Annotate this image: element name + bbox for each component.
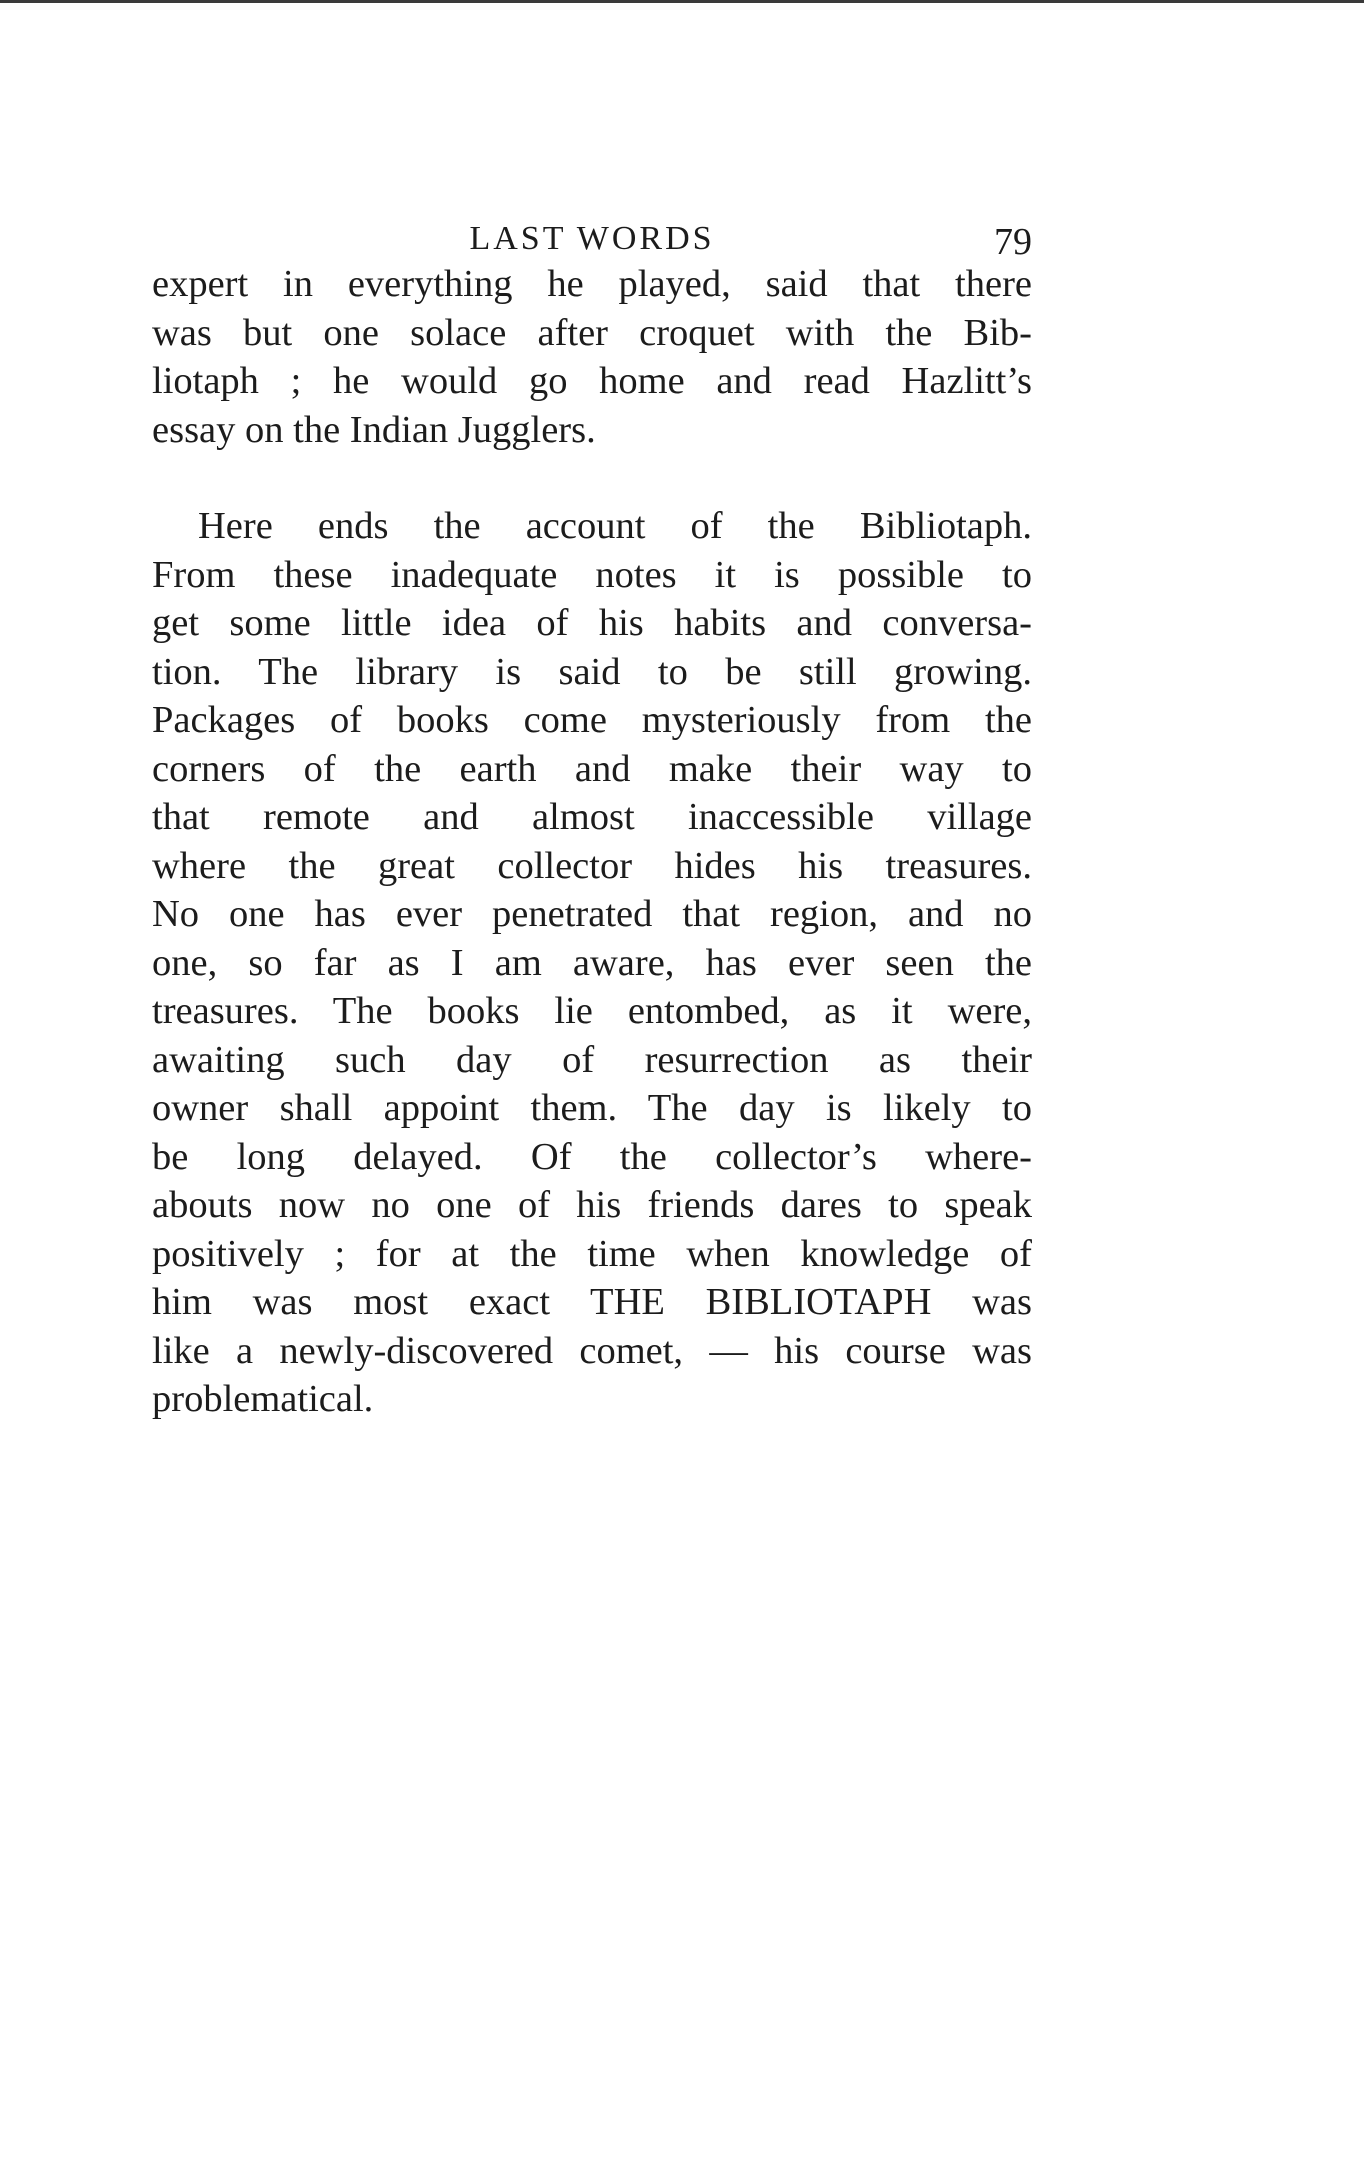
text-line: positively ; for at the time when knowledge of <box>152 1232 1032 1275</box>
text-line: was but one solace after croquet with the Bib- <box>152 311 1032 354</box>
text-line: him was most exact THE BIBLIOTAPH was <box>152 1281 1032 1323</box>
text-line: essay on the Indian Jugglers. <box>152 408 596 451</box>
text-line: Packages of books come mysteriously from the <box>152 699 1032 741</box>
text-line: be long delayed. Of the collector’s where- <box>152 1135 1032 1178</box>
book-page <box>152 200 1032 1424</box>
text-line: treasures. The books lie entombed, as it were, <box>152 990 1032 1032</box>
text-line: that remote and almost inaccessible village <box>152 796 1032 838</box>
text-line: corners of the earth and make their way to <box>152 747 1032 790</box>
paragraph-2 <box>152 502 1032 1424</box>
running-title: LAST WORDS <box>469 220 715 257</box>
text-line: Here ends the account of the Bibliotaph. <box>198 505 1032 547</box>
text-line: tion. The library is said to be still growing. <box>152 650 1032 693</box>
text-line: awaiting such day of resurrection as their <box>152 1038 1032 1081</box>
paragraph-1 <box>152 260 1032 454</box>
text-line: expert in everything he played, said that there <box>152 263 1032 305</box>
text-line: problematical. <box>152 1378 374 1420</box>
text-line: where the great collector hides his treasures. <box>152 844 1032 887</box>
paragraph-gap <box>152 454 1032 502</box>
page-number: 79 <box>994 221 1032 263</box>
text-line: one, so far as I am aware, has ever seen the <box>152 941 1032 984</box>
running-head <box>152 200 1032 263</box>
text-line: No one has ever penetrated that region, and no <box>152 893 1032 935</box>
text-line: get some little idea of his habits and conversa- <box>152 602 1032 644</box>
text-line: From these inadequate notes it is possible to <box>152 553 1032 596</box>
text-line: abouts now no one of his friends dares to speak <box>152 1184 1032 1226</box>
page-top-edge <box>0 0 1364 3</box>
text-line: liotaph ; he would go home and read Hazlitt’s <box>152 360 1032 402</box>
text-line: owner shall appoint them. The day is likely to <box>152 1087 1032 1129</box>
text-line: like a newly-discovered comet, — his course was <box>152 1329 1032 1372</box>
